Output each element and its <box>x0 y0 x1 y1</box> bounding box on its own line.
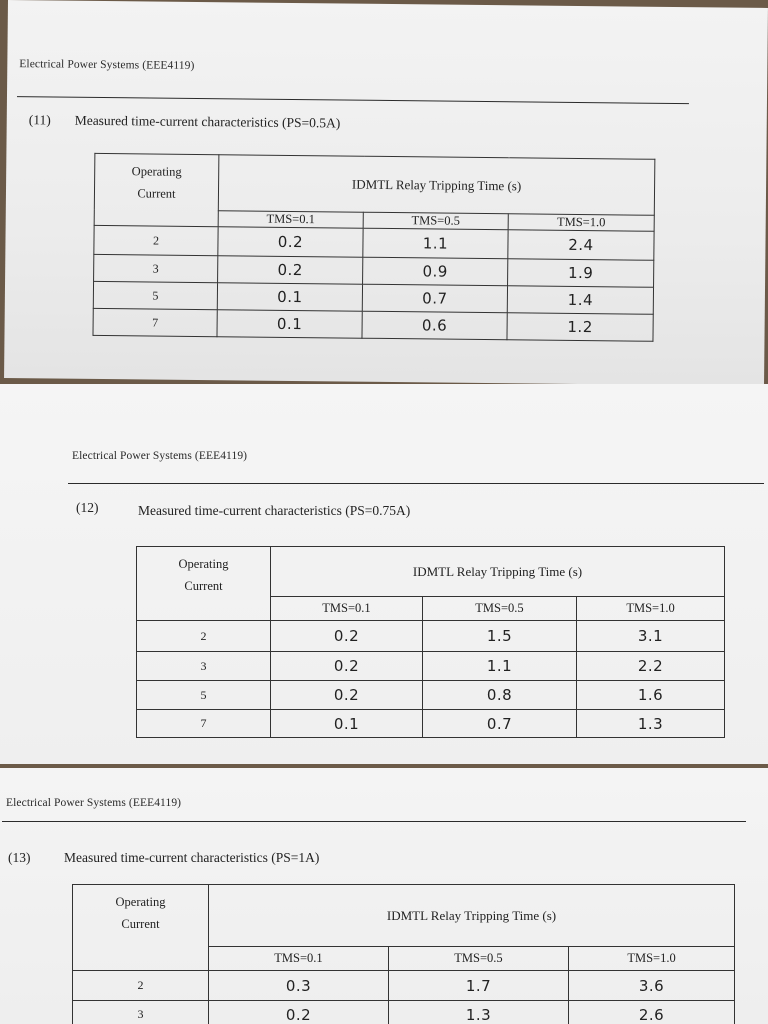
current-value: 3 <box>137 652 271 681</box>
measured-time: 0.3 <box>209 971 389 1001</box>
worksheet-page-12 <box>0 384 768 764</box>
current-value: 7 <box>137 710 271 738</box>
tms-header: TMS=0.5 <box>389 947 569 971</box>
course-header: Electrical Power Systems (EEE4119) <box>72 450 248 462</box>
header-rule <box>17 96 689 104</box>
measured-time: 2.4 <box>508 230 654 261</box>
tms-header: TMS=0.5 <box>363 212 508 230</box>
measured-time: 1.5 <box>423 621 577 652</box>
current-value: 2 <box>137 621 271 652</box>
measured-time: 1.7 <box>389 971 569 1001</box>
current-value: 3 <box>73 1001 209 1024</box>
tms-header: TMS=0.1 <box>218 211 363 229</box>
table-row <box>93 308 653 341</box>
table-row <box>137 681 725 710</box>
question-number: (12) <box>76 500 99 515</box>
question-number: (11) <box>28 112 51 128</box>
course-header: Electrical Power Systems (EEE4119) <box>6 797 182 809</box>
measured-time: 0.1 <box>217 283 362 312</box>
measured-time: 0.2 <box>218 227 363 258</box>
worksheet-page-13 <box>0 768 768 1024</box>
tripping-time-group-header: IDMTL Relay Tripping Time (s) <box>218 155 655 216</box>
measured-time: 3.6 <box>569 971 735 1001</box>
current-value: 2 <box>73 971 209 1001</box>
tms-header: TMS=0.1 <box>209 947 389 971</box>
measured-time: 0.6 <box>362 311 507 340</box>
current-value: 5 <box>137 681 271 710</box>
table-row <box>137 710 725 738</box>
measured-time: 1.1 <box>423 652 577 681</box>
measured-time: 0.9 <box>363 257 508 286</box>
measured-time: 1.3 <box>577 710 725 738</box>
table-row <box>73 1001 735 1024</box>
measured-time: 0.1 <box>217 310 362 339</box>
measured-time: 2.2 <box>577 652 725 681</box>
operating-current-header: Operating Current <box>73 885 209 971</box>
question-title: Measured time-current characteristics (PS=1A) <box>64 850 320 865</box>
measured-time: 0.2 <box>218 256 363 285</box>
measured-time: 0.8 <box>423 681 577 710</box>
measured-time: 1.4 <box>507 286 653 315</box>
measured-time: 0.7 <box>362 284 507 313</box>
header-rule <box>68 483 764 484</box>
measured-time: 0.7 <box>423 710 577 738</box>
current-value: 3 <box>94 254 218 282</box>
measured-time: 1.3 <box>389 1001 569 1024</box>
measured-time: 1.2 <box>507 313 653 342</box>
tms-header: TMS=1.0 <box>577 597 725 621</box>
tms-header: TMS=0.1 <box>271 597 423 621</box>
measured-time: 2.6 <box>569 1001 735 1024</box>
tripping-time-table <box>92 153 655 342</box>
header-rule <box>2 821 746 822</box>
operating-current-header: Operating Current <box>137 547 271 621</box>
measured-time: 0.2 <box>271 681 423 710</box>
tms-header: TMS=1.0 <box>569 947 735 971</box>
tms-header: TMS=1.0 <box>508 214 654 232</box>
measured-time: 3.1 <box>577 621 725 652</box>
measured-time: 0.2 <box>271 621 423 652</box>
tripping-time-group-header: IDMTL Relay Tripping Time (s) <box>271 547 725 597</box>
current-value: 7 <box>93 308 217 336</box>
measured-time: 1.9 <box>508 259 654 288</box>
table-row <box>137 652 725 681</box>
operating-current-header: Operating Current <box>94 153 219 226</box>
question-number: (13) <box>8 850 31 865</box>
current-value: 2 <box>94 225 218 255</box>
tms-header: TMS=0.5 <box>423 597 577 621</box>
table-row <box>73 971 735 1001</box>
worksheet-page-11 <box>4 0 768 386</box>
tripping-time-group-header: IDMTL Relay Tripping Time (s) <box>209 885 735 947</box>
current-value: 5 <box>93 281 217 309</box>
question-title: Measured time-current characteristics (PS=0.75A) <box>138 503 411 518</box>
measured-time: 0.1 <box>271 710 423 738</box>
measured-time: 1.6 <box>577 681 725 710</box>
measured-time: 0.2 <box>271 652 423 681</box>
measured-time: 1.1 <box>363 228 508 259</box>
table-row <box>137 621 725 652</box>
measured-time: 0.2 <box>209 1001 389 1024</box>
tripping-time-table <box>136 546 725 738</box>
tripping-time-table <box>72 884 735 1024</box>
question-title: Measured time-current characteristics (PS=0.5A) <box>74 112 341 131</box>
course-header: Electrical Power Systems (EEE4119) <box>19 58 195 72</box>
